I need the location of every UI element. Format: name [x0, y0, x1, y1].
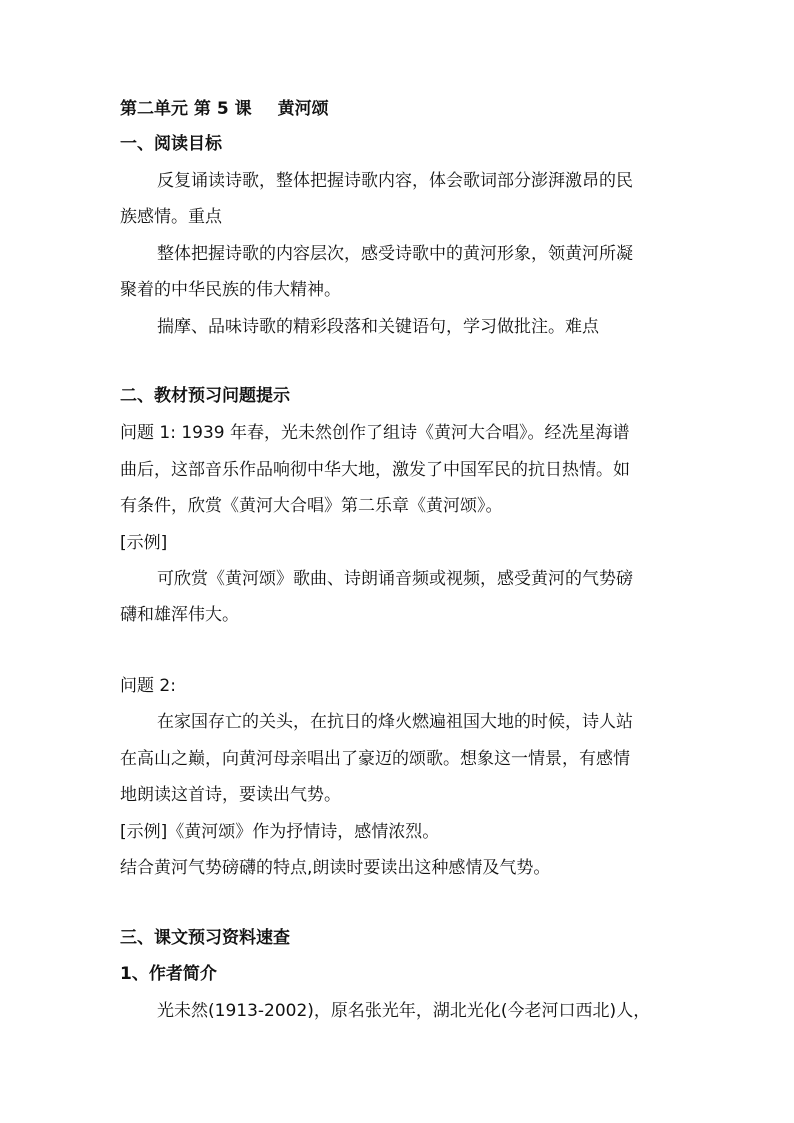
goal-1-line-2: 族感情。重点	[120, 207, 222, 227]
section-heading-preview-questions: 二、教材预习问题提示	[120, 386, 290, 406]
question-1-example-label: [示例]	[120, 533, 168, 553]
section-heading-reading-goals: 一、阅读目标	[120, 134, 222, 154]
author-intro-line-1: 光未然(1913-2002)，原名张光年，湖北光化(今老河口西北)人，	[157, 1001, 651, 1021]
goal-2-line-1: 整体把握诗歌的内容层次，感受诗歌中的黄河形象，领黄河所凝	[157, 244, 633, 264]
question-2-line-1: 在家国存亡的关头，在抗日的烽火燃遍祖国大地的时候，诗人站	[157, 712, 633, 732]
question-1-line-2: 曲后，这部音乐作品响彻中华大地，激发了中国军民的抗日热情。如	[120, 460, 630, 480]
goal-3-line-1: 揣摩、品味诗歌的精彩段落和关键语句，学习做批注。难点	[157, 317, 599, 337]
page-title	[120, 97, 329, 121]
question-2-label: 问题 2:	[120, 676, 176, 696]
goal-1-line-1: 反复诵读诗歌，整体把握诗歌内容，体会歌词部分澎湃激昂的民	[157, 171, 633, 191]
question-1-answer-line-1: 可欣赏《黄河颂》歌曲、诗朗诵音频或视频，感受黄河的气势磅	[157, 569, 633, 589]
goal-2-line-2: 聚着的中华民族的伟大精神。	[120, 280, 341, 300]
question-2-answer-line-2: 结合黄河气势磅礴的特点,朗读时要读出这种感情及气势。	[120, 858, 551, 878]
question-1-line-3: 有条件，欣赏《黄河大合唱》第二乐章《黄河颂》。	[120, 496, 503, 516]
question-2-line-2: 在高山之巅，向黄河母亲唱出了豪迈的颂歌。想象这一情景，有感情	[120, 749, 630, 769]
question-1-line-1: 问题 1: 1939 年春，光未然创作了组诗《黄河大合唱》。经冼星海谱	[120, 423, 630, 443]
question-2-answer-line-1: [示例]《黄河颂》作为抒情诗，感情浓烈。	[120, 822, 440, 842]
title-lesson-name: 黄河颂	[277, 99, 329, 119]
title-unit-lesson: 第二单元 第 5 课	[120, 99, 252, 119]
subsection-heading-author-intro: 1、作者简介	[120, 964, 217, 984]
section-heading-reference-materials: 三、课文预习资料速查	[120, 928, 290, 948]
question-2-line-3: 地朗读这首诗，要读出气势。	[120, 785, 341, 805]
question-1-answer-line-2: 礴和雄浑伟大。	[120, 605, 239, 625]
